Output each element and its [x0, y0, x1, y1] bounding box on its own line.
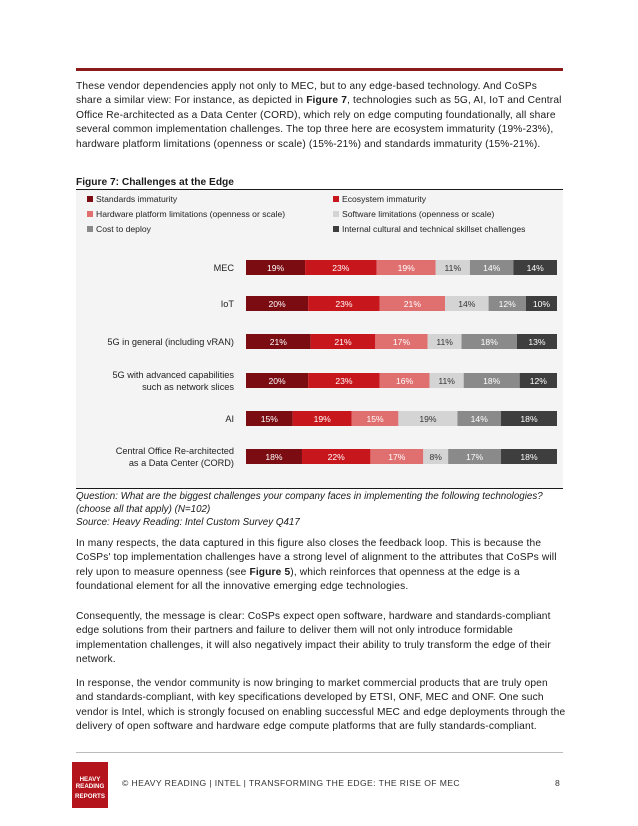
- category-label: MEC: [213, 263, 234, 273]
- category-label: AI: [225, 414, 234, 424]
- data-label: 16%: [396, 376, 414, 386]
- data-label: 14%: [470, 414, 488, 424]
- data-label: 18%: [480, 337, 498, 347]
- data-label: 17%: [465, 452, 484, 462]
- legend-swatch: [333, 211, 339, 217]
- data-label: 18%: [520, 414, 538, 424]
- data-label: 23%: [332, 263, 350, 273]
- category-label: IoT: [220, 299, 234, 309]
- data-label: 19%: [266, 263, 285, 273]
- data-label: 19%: [313, 414, 331, 424]
- figure-7-reference: Figure 7: [306, 95, 348, 107]
- legend-swatch: [333, 226, 339, 232]
- category-label: 5G with advanced capabilities: [112, 370, 234, 380]
- legend-label: Hardware platform limitations (openness or scale): [96, 209, 286, 219]
- category-label: such as network slices: [142, 382, 234, 392]
- figure-5-reference: Figure 5: [249, 566, 291, 578]
- data-label: 15%: [260, 414, 278, 424]
- legend-label: Internal cultural and technical skillset challenges: [342, 224, 526, 234]
- chart-canvas: [76, 190, 563, 488]
- legend-swatch: [333, 196, 339, 202]
- page-number: 8: [555, 778, 560, 788]
- data-label: 11%: [436, 337, 453, 347]
- legend-swatch: [87, 211, 93, 217]
- data-label: 21%: [334, 337, 352, 347]
- data-label: 21%: [269, 337, 287, 347]
- data-label: 11%: [444, 263, 462, 273]
- data-label: 15%: [366, 414, 384, 424]
- data-label: 20%: [268, 376, 286, 386]
- data-label: 13%: [528, 337, 546, 347]
- footer-text: © HEAVY READING | INTEL | TRANSFORMING THE EDGE: THE RISE OF MEC: [122, 778, 461, 788]
- data-label: 8%: [429, 452, 442, 462]
- figure-question: Question: What are the biggest challenges your company faces in implementing the following technologies? (choose all that apply) (N=102): [76, 491, 543, 515]
- footer-rule: [76, 752, 563, 753]
- data-label: 18%: [520, 452, 538, 462]
- data-label: 19%: [397, 263, 415, 273]
- data-label: 11%: [438, 376, 455, 386]
- legend-label: Standards immaturity: [96, 194, 178, 204]
- data-label: 18%: [265, 452, 283, 462]
- vendor-response-paragraph: In response, the vendor community is now bringing to market commercial products that are truly open and standards-compliant, with key specifications developed by ETSI, ONF, MEC and ONF. One such vendor is Intel, which is strongly focused on enabling successful MEC and edge deployments through the delivery of open software and hardware edge compute platforms that are fully standards-compliant.: [76, 678, 566, 733]
- header-rule: [76, 68, 563, 71]
- data-label: 23%: [335, 299, 353, 309]
- data-label: 12%: [498, 299, 516, 309]
- data-label: 20%: [268, 299, 286, 309]
- data-label: 19%: [419, 414, 437, 424]
- data-label: 23%: [335, 376, 353, 386]
- figure-bottom-rule: [76, 488, 563, 489]
- data-label: 21%: [403, 299, 421, 309]
- legend-label: Ecosystem immaturity: [342, 194, 427, 204]
- data-label: 14%: [458, 299, 476, 309]
- data-label: 17%: [388, 452, 406, 462]
- category-label: 5G in general (including vRAN): [107, 337, 234, 347]
- consequence-paragraph: Consequently, the message is clear: CoSPs expect open software, hardware and standards-compliant edge solutions from their partners and failure to deliver them will not only introduce formidable implementation challenges, it will also negatively impact their ability to truly transform the edge of their network.: [76, 611, 551, 666]
- feedback-paragraph: In many respects, the data captured in this figure also closes the feedback loop. This is because the CoSPs' top implementation challenges have a strong level of alignment to the attributes that CoSPs will rely upon to measure openness (see Figure 5), which reinforces that openness at the edge is a foundational element for all the innovative emerging edge technologies.: [76, 538, 557, 593]
- category-label: as a Data Center (CORD): [128, 458, 234, 468]
- intro-paragraph: These vendor dependencies apply not only to MEC, but to any edge-based technology. And CoSPs share a similar view: For instance, as depicted in Figure 7, technologies such as 5G, AI, IoT and Central Office Re-architected as a Data Center (CORD), which rely on edge computing foundationally, all share several common implementation challenges. The top three here are ecosystem immaturity (19%-23%), hardware platform limitations (openness or scale) (15%-21%) and standards immaturity (15%-21%).: [76, 81, 562, 150]
- data-label: 14%: [526, 263, 544, 273]
- data-label: 17%: [392, 337, 411, 347]
- data-label: 14%: [483, 263, 501, 273]
- legend-swatch: [87, 196, 93, 202]
- data-label: 12%: [529, 376, 547, 386]
- figure-title: Figure 7: Challenges at the Edge: [76, 177, 234, 188]
- stacked-bar-chart: [76, 190, 563, 488]
- legend-swatch: [87, 226, 93, 232]
- category-label: Central Office Re-architected: [115, 446, 234, 456]
- legend-label: Software limitations (openness or scale): [342, 209, 495, 219]
- data-label: 18%: [483, 376, 501, 386]
- data-label: 22%: [327, 452, 345, 462]
- figure-source: Source: Heavy Reading: Intel Custom Survey Q417: [76, 517, 300, 528]
- data-label: 10%: [532, 299, 551, 309]
- heavy-reading-logo: HEAVY READING REPORTS: [72, 762, 108, 808]
- legend-label: Cost to deploy: [96, 224, 151, 234]
